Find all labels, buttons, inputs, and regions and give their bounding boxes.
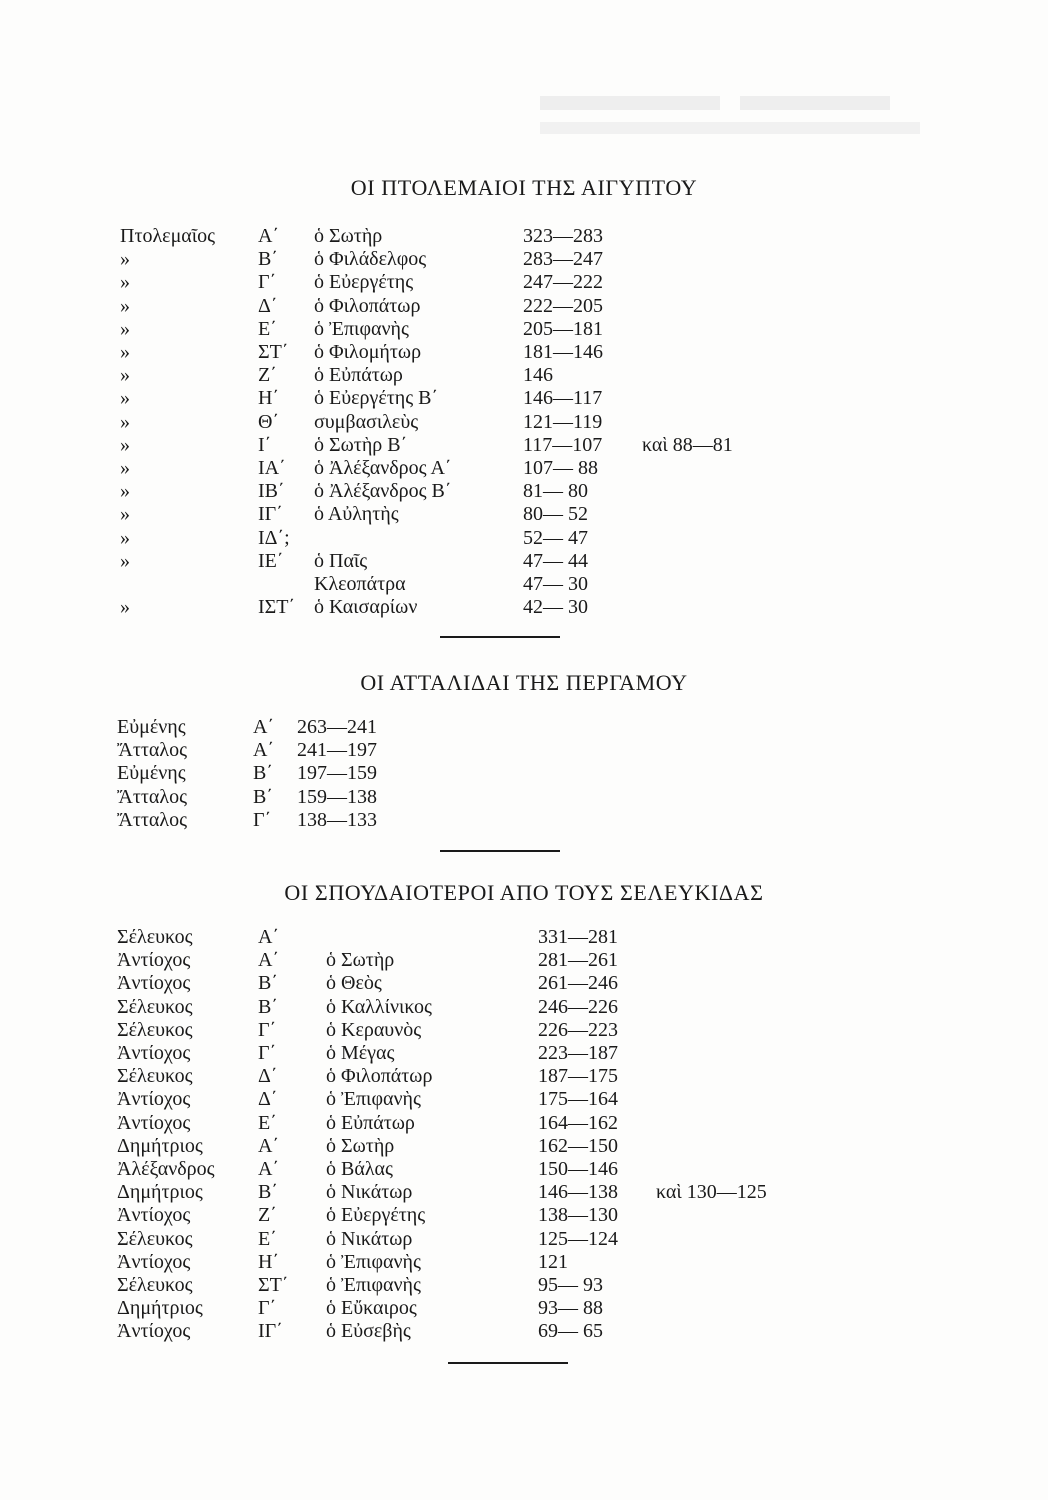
ruler-number: ΙΣΤ΄ (258, 596, 296, 619)
ruler-number: Γ΄ (258, 1042, 277, 1064)
ruler-number: ΣΤ΄ (258, 341, 289, 363)
ruler-number: Ε΄ (258, 317, 277, 340)
ruler-number: Α΄ (253, 739, 275, 762)
table-row (0, 716, 1048, 739)
ruler-name: » (120, 271, 130, 294)
ruler-number: Δ΄ (258, 1065, 278, 1088)
ruler-name: » (120, 248, 130, 271)
reign-years: 52— 47 (523, 526, 588, 549)
ruler-epithet: ὁ Εὐσεβὴς (326, 1320, 411, 1343)
table-row (0, 596, 1048, 619)
table-row (0, 1274, 1048, 1297)
ruler-epithet: ὁ Εὐεργέτης Β΄ (314, 387, 439, 410)
ruler-name: » (120, 480, 130, 503)
table-row (0, 550, 1048, 573)
table-row (0, 786, 1048, 809)
table-row (0, 972, 1048, 995)
table-row (0, 457, 1048, 480)
ruler-name: Ἄτταλος (117, 739, 187, 762)
reign-years: 107— 88 (523, 457, 598, 479)
ruler-name: Σέλευκος (117, 995, 193, 1018)
ruler-number: Ε΄ (258, 1227, 277, 1250)
ruler-name: Ἀντίοχος (117, 1088, 191, 1111)
ruler-epithet: ὁ Βάλας (326, 1158, 393, 1180)
reign-years: 247—222 (523, 271, 603, 294)
ruler-number: Γ΄ (258, 271, 277, 294)
ruler-epithet: ὁ Παῖς (314, 549, 368, 572)
ruler-name: Ἄτταλος (117, 785, 187, 808)
table-row (0, 1251, 1048, 1274)
reign-years: 181—146 (523, 341, 603, 363)
ruler-epithet: ὁ Νικάτωρ (326, 1227, 413, 1250)
table-row (0, 434, 1048, 457)
ruler-name: » (120, 433, 130, 456)
ruler-epithet: Κλεοπάτρα (314, 573, 406, 595)
ruler-number: Β΄ (253, 762, 273, 785)
table-row (0, 225, 1048, 248)
table-row (0, 1019, 1048, 1042)
ruler-number: ΙΕ΄ (258, 549, 284, 572)
ruler-epithet: ὁ Σωτὴρ (326, 949, 395, 972)
reign-years: 42— 30 (523, 596, 588, 619)
reign-years: 187—175 (538, 1065, 618, 1088)
ruler-number: Ε΄ (258, 1111, 277, 1134)
reign-extra: καὶ 130—125 (656, 1181, 767, 1204)
ruler-number: Ζ΄ (258, 364, 277, 387)
ruler-epithet: ὁ Καλλίνικος (326, 995, 432, 1018)
ruler-name: » (120, 387, 130, 410)
ruler-name: Δημήτριος (117, 1134, 203, 1157)
table-row (0, 341, 1048, 364)
table-row (0, 271, 1048, 294)
ruler-number: Ζ΄ (258, 1204, 277, 1227)
reign-years: 81— 80 (523, 480, 588, 503)
reign-years: 241—197 (297, 739, 377, 762)
ruler-epithet: ὁ Εὐπάτωρ (326, 1111, 415, 1134)
reign-years: 146—117 (523, 387, 603, 410)
table-row (0, 926, 1048, 949)
ruler-name: Ἀντίοχος (117, 1250, 191, 1273)
ruler-epithet: ὁ Σωτὴρ (326, 1134, 395, 1157)
ruler-name: Εὐμένης (117, 716, 186, 738)
ruler-number: Α΄ (253, 716, 275, 738)
table-row (0, 739, 1048, 762)
table-row (0, 573, 1048, 596)
ruler-number: ΙΓ΄ (258, 1320, 283, 1343)
ruler-name: Ἀντίοχος (117, 1111, 191, 1134)
ruler-number: ΙΑ΄ (258, 457, 286, 479)
table-row (0, 1112, 1048, 1135)
reign-years: 323—283 (523, 225, 603, 247)
ruler-name: » (120, 457, 130, 479)
ruler-number: Β΄ (258, 248, 278, 271)
ruler-name: » (120, 341, 130, 363)
ruler-name: » (120, 503, 130, 526)
ruler-number: Η΄ (258, 387, 280, 410)
ruler-name: Δημήτριος (117, 1297, 203, 1320)
ruler-number: Α΄ (258, 1134, 280, 1157)
reign-years: 150—146 (538, 1158, 618, 1180)
table-row (0, 248, 1048, 271)
ruler-number: ΣΤ΄ (258, 1274, 289, 1296)
ruler-number: Γ΄ (258, 1018, 277, 1041)
table-row (0, 480, 1048, 503)
ruler-name: » (120, 364, 130, 387)
table-row (0, 949, 1048, 972)
reign-years: 121 (538, 1250, 568, 1273)
ruler-number: Γ΄ (253, 808, 272, 831)
ruler-epithet: ὁ Ἐπιφανὴς (326, 1088, 421, 1111)
ruler-epithet: ὁ Φιλοπάτωρ (326, 1065, 433, 1088)
ruler-number: Β΄ (258, 972, 278, 995)
ruler-name: Σέλευκος (117, 1018, 193, 1041)
ruler-name: » (120, 294, 130, 317)
ruler-number: Β΄ (258, 995, 278, 1018)
ruler-epithet: ὁ Εὔκαιρος (326, 1297, 417, 1320)
ruler-epithet: ὁ Καισαρίων (314, 596, 418, 619)
reign-years: 138—130 (538, 1204, 618, 1227)
reign-years: 125—124 (538, 1227, 618, 1250)
reign-years: 263—241 (297, 716, 377, 738)
ruler-number: Β΄ (253, 785, 273, 808)
table-row (0, 295, 1048, 318)
table-row (0, 411, 1048, 434)
reign-years: 80— 52 (523, 503, 588, 526)
ruler-number: Α΄ (258, 1158, 280, 1180)
table-row (0, 387, 1048, 410)
seleucids-divider (448, 1362, 568, 1364)
ruler-number: Δ΄ (258, 1088, 278, 1111)
ruler-number: Η΄ (258, 1250, 280, 1273)
ruler-name: » (120, 317, 130, 340)
reign-years: 159—138 (297, 785, 377, 808)
reign-extra: καὶ 88—81 (642, 433, 733, 456)
reign-years: 47— 30 (523, 573, 588, 595)
ruler-epithet: ὁ Σωτὴρ (314, 225, 383, 247)
reign-years: 162—150 (538, 1134, 618, 1157)
ruler-name: Πτολεμαῖος (120, 225, 216, 247)
table-row (0, 1204, 1048, 1227)
table-row (0, 1158, 1048, 1181)
table-row (0, 318, 1048, 341)
ruler-epithet: ὁ Ἀλέξανδρος Α΄ (314, 457, 452, 479)
ruler-epithet: ὁ Εὐεργέτης (326, 1204, 426, 1227)
reign-years: 205—181 (523, 317, 603, 340)
reign-years: 164—162 (538, 1111, 618, 1134)
attalids-title: ΟΙ ΑΤΤΑΛΙΔΑΙ ΤΗΣ ΠΕΡΓΑΜΟΥ (360, 670, 688, 695)
ruler-number: ΙΔ΄; (258, 526, 290, 549)
ruler-name: Σέλευκος (117, 1227, 193, 1250)
ruler-name: » (120, 596, 130, 619)
ruler-number: ΙΓ΄ (258, 503, 283, 526)
ruler-epithet: ὁ Φιλάδελφος (314, 248, 427, 271)
ruler-name: Ἀλέξανδρος (117, 1158, 215, 1180)
reign-years: 197—159 (297, 762, 377, 785)
ruler-number: Ι΄ (258, 433, 272, 456)
ptolemies-divider (440, 636, 560, 638)
ruler-name: Ἀντίοχος (117, 1042, 191, 1064)
ruler-number: Β΄ (258, 1181, 278, 1204)
bleed-through-ghost (540, 92, 960, 152)
reign-years: 138—133 (297, 808, 377, 831)
ruler-epithet: ὁ Εὐπάτωρ (314, 364, 403, 387)
table-row (0, 1065, 1048, 1088)
ruler-name: Σέλευκος (117, 1065, 193, 1088)
reign-years: 223—187 (538, 1042, 618, 1064)
attalids-divider (440, 850, 560, 852)
reign-years: 246—226 (538, 995, 618, 1018)
reign-years: 261—246 (538, 972, 618, 995)
ruler-name: Ἄτταλος (117, 808, 187, 831)
ruler-name: » (120, 526, 130, 549)
reign-years: 117—107 (523, 433, 603, 456)
table-row (0, 1042, 1048, 1065)
ruler-name: Ἀντίοχος (117, 972, 191, 995)
ruler-name: Σέλευκος (117, 926, 193, 948)
reign-years: 222—205 (523, 294, 603, 317)
ruler-number: Α΄ (258, 949, 280, 972)
ruler-epithet: ὁ Εὐεργέτης (314, 271, 414, 294)
table-row (0, 1320, 1048, 1343)
reign-years: 47— 44 (523, 549, 588, 572)
ruler-name: Δημήτριος (117, 1181, 203, 1204)
ruler-number: Γ΄ (258, 1297, 277, 1320)
ruler-number: Α΄ (258, 225, 280, 247)
ruler-epithet: ὁ Κεραυνὸς (326, 1018, 422, 1041)
reign-years: 93— 88 (538, 1297, 603, 1320)
ruler-epithet: ὁ Φιλομήτωρ (314, 341, 422, 363)
ruler-epithet: ὁ Θεὸς (326, 972, 382, 995)
ruler-name: » (120, 549, 130, 572)
ruler-number: ΙΒ΄ (258, 480, 285, 503)
ruler-epithet: ὁ Αὐλητὴς (314, 503, 399, 526)
ruler-number: Δ΄ (258, 294, 278, 317)
reign-years: 283—247 (523, 248, 603, 271)
table-row (0, 809, 1048, 832)
ruler-epithet: ὁ Νικάτωρ (326, 1181, 413, 1204)
reign-years: 69— 65 (538, 1320, 603, 1343)
ruler-number: Θ΄ (258, 410, 280, 433)
ruler-number: Α΄ (258, 926, 280, 948)
bleed-through-shapes (540, 92, 960, 152)
ruler-name: Εὐμένης (117, 762, 186, 785)
ruler-epithet: ὁ Ἐπιφανὴς (326, 1250, 421, 1273)
ruler-name: Ἀντίοχος (117, 1204, 191, 1227)
reign-years: 226—223 (538, 1018, 618, 1041)
ruler-epithet: ὁ Σωτὴρ Β΄ (314, 433, 408, 456)
ruler-epithet: ὁ Μέγας (326, 1042, 395, 1064)
ruler-epithet: ὁ Ἐπιφανὴς (314, 317, 409, 340)
reign-years: 331—281 (538, 926, 618, 948)
table-row (0, 1297, 1048, 1320)
ruler-epithet: συμβασιλεὺς (314, 410, 419, 433)
table-row (0, 1135, 1048, 1158)
table-row (0, 996, 1048, 1019)
ruler-name: » (120, 410, 130, 433)
reign-years: 175—164 (538, 1088, 618, 1111)
ruler-name: Ἀντίοχος (117, 949, 191, 972)
table-row (0, 527, 1048, 550)
ruler-epithet: ὁ Ἐπιφανὴς (326, 1274, 421, 1296)
table-row (0, 1228, 1048, 1251)
ruler-name: Σέλευκος (117, 1274, 193, 1296)
ruler-epithet: ὁ Φιλοπάτωρ (314, 294, 421, 317)
ruler-epithet: ὁ Ἀλέξανδρος Β΄ (314, 480, 452, 503)
table-row (0, 364, 1048, 387)
table-row (0, 762, 1048, 785)
reign-years: 281—261 (538, 949, 618, 972)
table-row (0, 1088, 1048, 1111)
reign-years: 95— 93 (538, 1274, 603, 1296)
seleucids-title: ΟΙ ΣΠΟΥΔΑΙΟΤΕΡΟΙ ΑΠΟ ΤΟΥΣ ΣΕΛΕΥΚΙΔΑΣ (284, 880, 764, 905)
reign-years: 121—119 (523, 410, 603, 433)
ruler-name: Ἀντίοχος (117, 1320, 191, 1343)
reign-years: 146 (523, 364, 553, 387)
table-row (0, 1181, 1048, 1204)
table-row (0, 503, 1048, 526)
reign-years: 146—138 (538, 1181, 618, 1204)
ptolemies-title: ΟΙ ΠΤΟΛΕΜΑΙΟΙ ΤΗΣ ΑΙΓΥΠΤΟΥ (350, 175, 698, 200)
